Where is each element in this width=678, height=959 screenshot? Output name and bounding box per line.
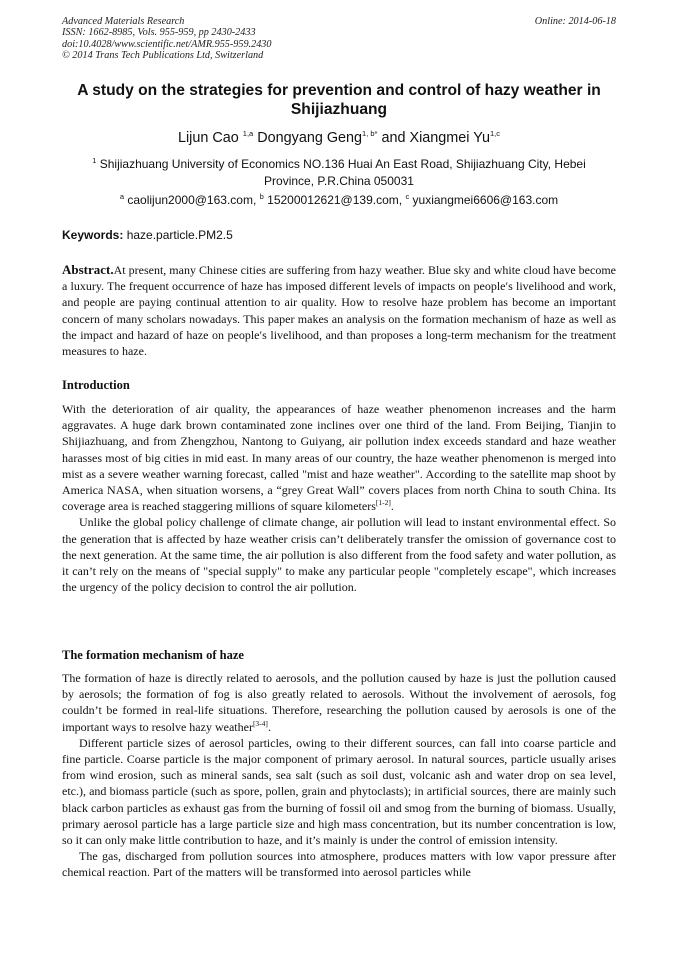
- affiliation-text: Shijiazhuang University of Economics NO.136 Huai An East Road, Shijiazhuang City, Hebei Province, P.R.China 050031: [96, 157, 586, 188]
- author-list: [40, 129, 638, 147]
- email-marker: a: [119, 192, 125, 201]
- journal-info: [62, 16, 616, 61]
- author-affil-marker: 1,c: [490, 129, 501, 139]
- author-affil-marker: 1, b*: [362, 129, 378, 139]
- paragraph: Different particle sizes of aerosol particles, owing to their different sources, can fall into coarse particle and fine particle. Coarse particle is the major component of primary aerosol. In natural sources, particle usually arises from wind erosion, such as mineral sands, sea salt (such as soil dust, volcanic ash and water drop on sea level, etc.), and biomass particle (such as spore, pollen, grain and phytoclasts); in artificial sources, there are mainly such black carbon particles as exhaust gas from the burning of fossil oil and smog from the burning of biomass. Usually, primary aerosol particle has a large particle size and high mass concentration, but its number concentration is low, so it can only make little contribution to haze, and it’s mainly is under the control of emission intensity.: [62, 735, 616, 848]
- email-address[interactable]: 15200012621@139.com,: [263, 193, 406, 207]
- journal-doi: doi:10.4028/www.scientific.net/AMR.955-959.2430: [62, 38, 272, 50]
- abstract: [62, 262, 616, 359]
- paragraph: The gas, discharged from pollution sources into atmosphere, produces matters with low vapor pressure after chemical reaction. Part of the matters will be transformed into aerosol particles while: [62, 849, 616, 880]
- section-heading-introduction: Introduction: [62, 378, 130, 392]
- section-heading-formation: The formation mechanism of haze: [62, 648, 244, 662]
- author-name: and Xiangmei Yu: [377, 130, 491, 146]
- citation[interactable]: [1-2]: [375, 498, 391, 508]
- author-name: Dongyang Geng: [253, 130, 363, 146]
- journal-header: [62, 16, 616, 61]
- journal-issn: ISSN: 1662-8985, Vols. 955-959, pp 2430-2433: [62, 27, 256, 39]
- email-marker: c: [405, 192, 410, 201]
- formation-body: [62, 670, 616, 881]
- keywords-label: Keywords:: [62, 228, 124, 242]
- citation[interactable]: [3-4]: [252, 718, 268, 728]
- paragraph: [62, 401, 616, 514]
- paragraph-text: The formation of haze is directly related to aerosols, and the pollution caused by haze is just the pollution caused by aerosols; the formation of fog is also greatly related to aerosols. Without the involvement of aerosols, fog couldn’t be formed in real-life situations. Therefore, researching the pollution caused by aerosols is one of the important ways to resolve hazy weather: [62, 671, 616, 734]
- paper-title: A study on the strategies for prevention and control of hazy weather in Shijiazhuang: [77, 82, 601, 118]
- email-marker: b: [259, 192, 264, 201]
- author-affil-marker: 1,a: [242, 129, 254, 139]
- introduction-body: [62, 401, 616, 595]
- online-date: Online: 2014-06-18: [534, 16, 616, 27]
- email-address[interactable]: caolijun2000@163.com,: [124, 193, 260, 207]
- abstract-label: Abstract.: [62, 262, 114, 277]
- paragraph-text: .: [267, 719, 271, 734]
- paragraph-text: With the deterioration of air quality, the appearances of haze weather phenomenon increases and the harm aggravates. A huge dark brown contaminated zone inclines over one third of the land. From Beijing, Tianjin to Shijiazhuang, and from Zhengzhou, Nantong to Guiyang, air pollution index exceeds standard and haze weather harasses most of big cities in mid east. In many areas of our country, the haze weather phenomenon is merged into mist as a severe weather warning forecast, called "mist and haze weather". According to the satellite map shoot by America NASA, when situation worsens, a “grey Great Wall” covers places from north China to south China. Its coverage area is reached staggering millions of square kilometers: [62, 402, 616, 514]
- journal-copyright: © 2014 Trans Tech Publications Ltd, Switzerland: [62, 49, 264, 61]
- keywords: [62, 228, 616, 242]
- paragraph: [62, 670, 616, 735]
- email-list: [40, 192, 638, 208]
- paragraph: Unlike the global policy challenge of climate change, air pollution will lead to instant environmental effect. So the generation that is affected by haze weather crisis can’t deliberately transfer the omission of governance cost to the next generation. At the same time, the air pollution is also different from the food safety and water pollution, as it can’t rely on the means of "special supply" to make any particular people "completely escape", which increases the urgency of the policy decision to control the air pollution.: [62, 515, 616, 595]
- affiliation: [70, 156, 608, 190]
- author-name: Lijun Cao: [177, 130, 243, 146]
- email-address[interactable]: yuxiangmei6606@163.com: [409, 193, 559, 207]
- affiliation-marker: 1: [92, 156, 97, 165]
- journal-name: Advanced Materials Research: [62, 16, 185, 27]
- abstract-text: At present, many Chinese cities are suffering from hazy weather. Blue sky and white cloud have become a luxury. The frequent occurrence of haze has imposed different levels of impacts on people′s livelihood and work, and people are paying continual attention to air quality. How to resolve haze problem has become an important concern of many scholars nowadays. This paper makes an analysis on the formation mechanism of haze as well as the impact and hazard of haze on people′s livelihood, and than proposes a long-term mechanism for the treatment measures to haze.: [62, 263, 616, 359]
- keywords-text: haze.particle.PM2.5: [123, 228, 233, 242]
- paragraph-text: .: [390, 499, 394, 514]
